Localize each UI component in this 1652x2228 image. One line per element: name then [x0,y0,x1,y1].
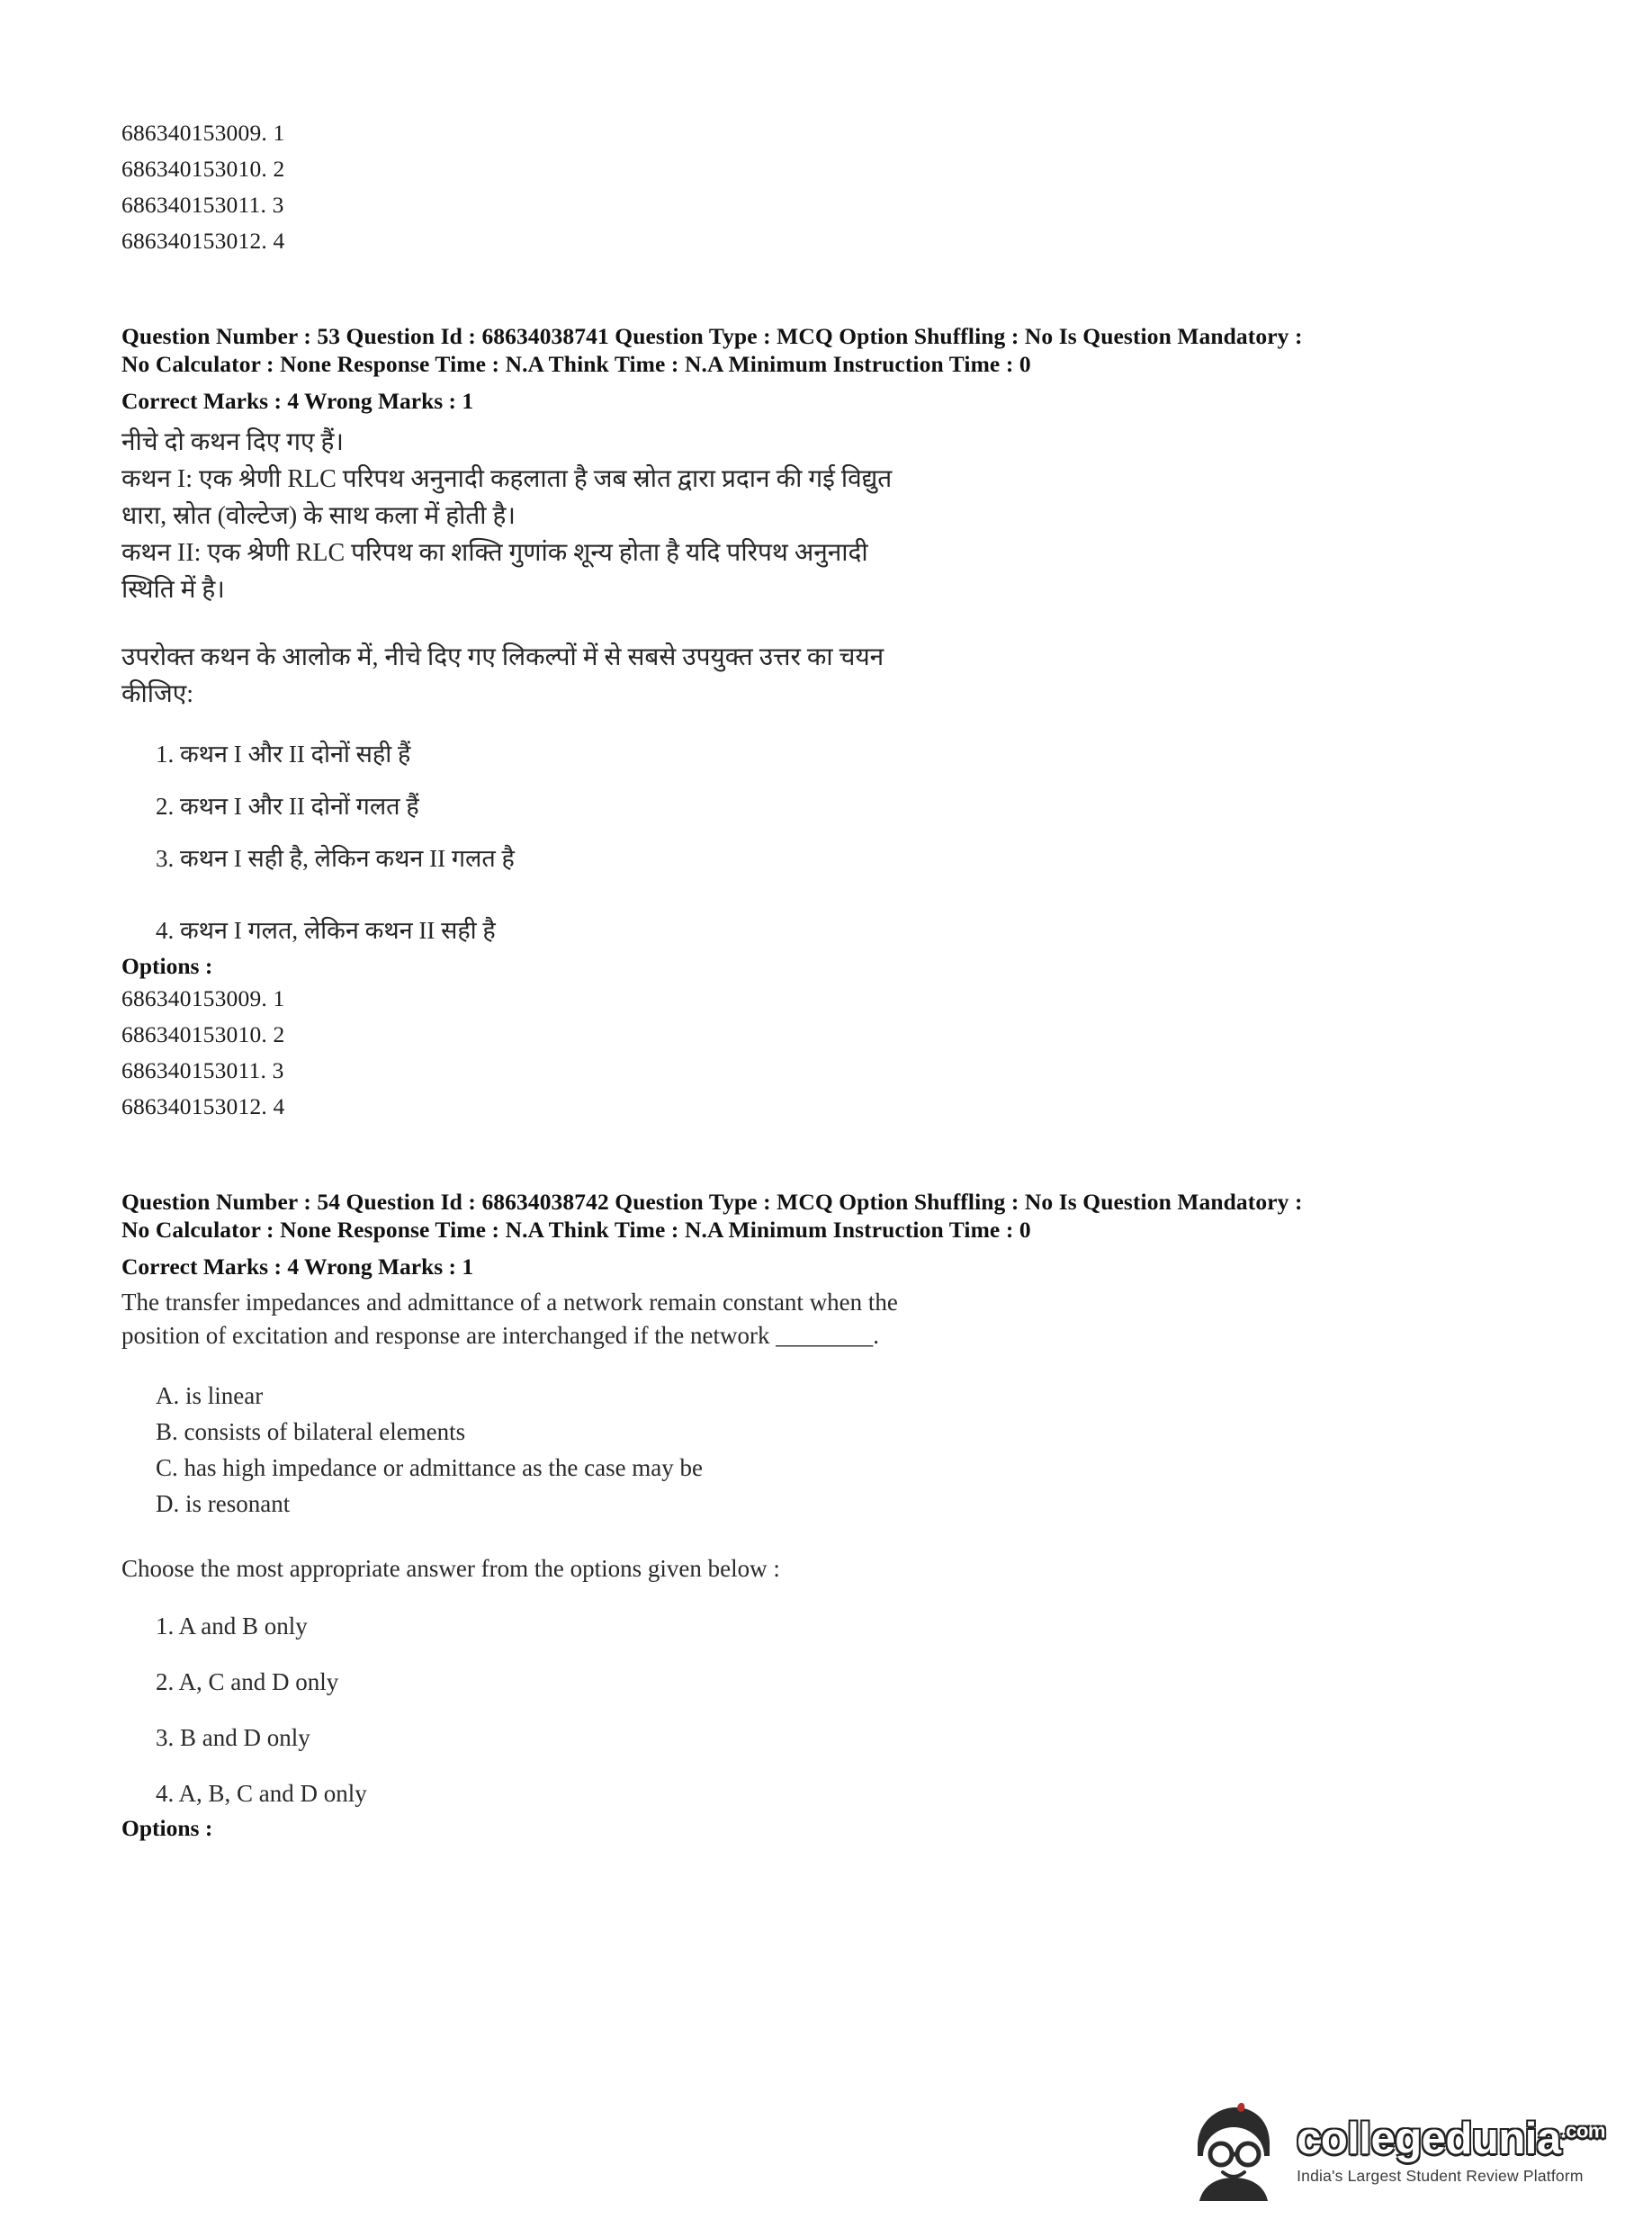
question-block-53 [121,322,1543,1125]
stem-line: स्थिति में है। [121,576,225,604]
choice-item[interactable]: 3. B and D only [156,1724,310,1751]
option-id-line: 686340153010. 2 [121,1021,285,1047]
choice-item[interactable]: 1. A and B only [156,1613,308,1640]
choice-item[interactable]: 2. कथन I और II दोनों गलत हैं [156,793,419,820]
question-instruction [121,639,1543,713]
stem-line: कथन II: एक श्रेणी RLC परिपथ का शक्ति गुणांक शून्य होता है यदि परिपथ अनुनादी [121,539,868,567]
question-marks: Correct Marks : 4 Wrong Marks : 1 [121,1253,474,1280]
instruction-line: कीजिए: [121,680,194,708]
stem-line: कथन I: एक श्रेणी RLC परिपथ अनुनादी कहलाता है जब स्रोत द्वारा प्रदान की गई विद्युत [121,465,893,493]
stem-line: The transfer impedances and admittance of a network remain constant when the [121,1289,898,1316]
question-meta [121,322,1543,378]
sub-option-item: D. is resonant [156,1490,291,1517]
option-id-line: 686340153009. 1 [121,985,285,1011]
question-block-54 [121,1188,1543,1843]
watermark-brand [1297,2114,1605,2163]
question-meta-line1: Question Number : 53 Question Id : 68634038741 Question Type : MCQ Option Shuffling : No Is Question Mandatory : [121,323,1303,349]
option-id-list-q53 [121,981,1543,1125]
sub-option-item: B. consists of bilateral elements [156,1418,466,1445]
question-meta [121,1188,1543,1244]
student-face-icon [1183,2100,1284,2201]
stem-line: धारा, स्रोत (वोल्टेज) के साथ कला में होती है। [121,502,516,530]
page-content [121,115,1543,1843]
watermark-tagline: India's Largest Student Review Platform [1297,2166,1584,2185]
option-id-line: 686340153012. 4 [121,1093,285,1119]
collegedunia-watermark [1183,2100,1605,2201]
choice-item[interactable]: 2. A, C and D only [156,1668,339,1695]
question-instruction [121,1552,1543,1586]
options-label: Options : [121,953,213,979]
options-label: Options : [121,1815,213,1841]
stem-line: नीचे दो कथन दिए गए हैं। [121,428,344,456]
sub-option-item: A. is linear [156,1382,264,1409]
question-stem [121,1286,1543,1352]
choice-list [121,738,1543,947]
option-id-line: 686340153012. 4 [121,228,285,254]
option-id-line: 686340153009. 1 [121,120,285,146]
choice-item[interactable]: 1. कथन I और II दोनों सही हैं [156,741,411,768]
choice-item[interactable]: 4. A, B, C and D only [156,1780,367,1807]
stem-line: position of excitation and response are interchanged if the network ________. [121,1322,880,1349]
choice-list [121,1611,1543,1809]
watermark-text [1297,2114,1605,2185]
question-meta-line1: Question Number : 54 Question Id : 68634038742 Question Type : MCQ Option Shuffling : No Is Question Mandatory : [121,1189,1303,1215]
question-stem [121,424,1543,608]
question-meta-line2: No Calculator : None Response Time : N.A Think Time : N.A Minimum Instruction Time : 0 [121,351,1031,377]
sub-option-list [121,1378,1543,1522]
question-meta-line2: No Calculator : None Response Time : N.A Think Time : N.A Minimum Instruction Time : 0 [121,1217,1031,1243]
instruction-line: उपरोक्त कथन के आलोक में, नीचे दिए गए लिकल्पों में से सबसे उपयुक्त उत्तर का चयन [121,643,884,671]
watermark-brand-suffix: .com [1560,2119,1605,2143]
sub-option-item: C. has high impedance or admittance as the case may be [156,1454,704,1481]
option-id-line: 686340153011. 3 [121,1057,284,1083]
choice-item[interactable]: 4. कथन I गलत, लेकिन कथन II सही है [156,917,496,944]
option-id-line: 686340153010. 2 [121,156,285,182]
watermark-brand-name: collegedunia [1297,2114,1561,2163]
option-id-list-top [121,115,1543,259]
instruction-line: Choose the most appropriate answer from the options given below : [121,1555,780,1582]
option-id-line: 686340153011. 3 [121,192,284,218]
question-marks: Correct Marks : 4 Wrong Marks : 1 [121,388,474,414]
choice-item[interactable]: 3. कथन I सही है, लेकिन कथन II गलत है [156,845,515,872]
